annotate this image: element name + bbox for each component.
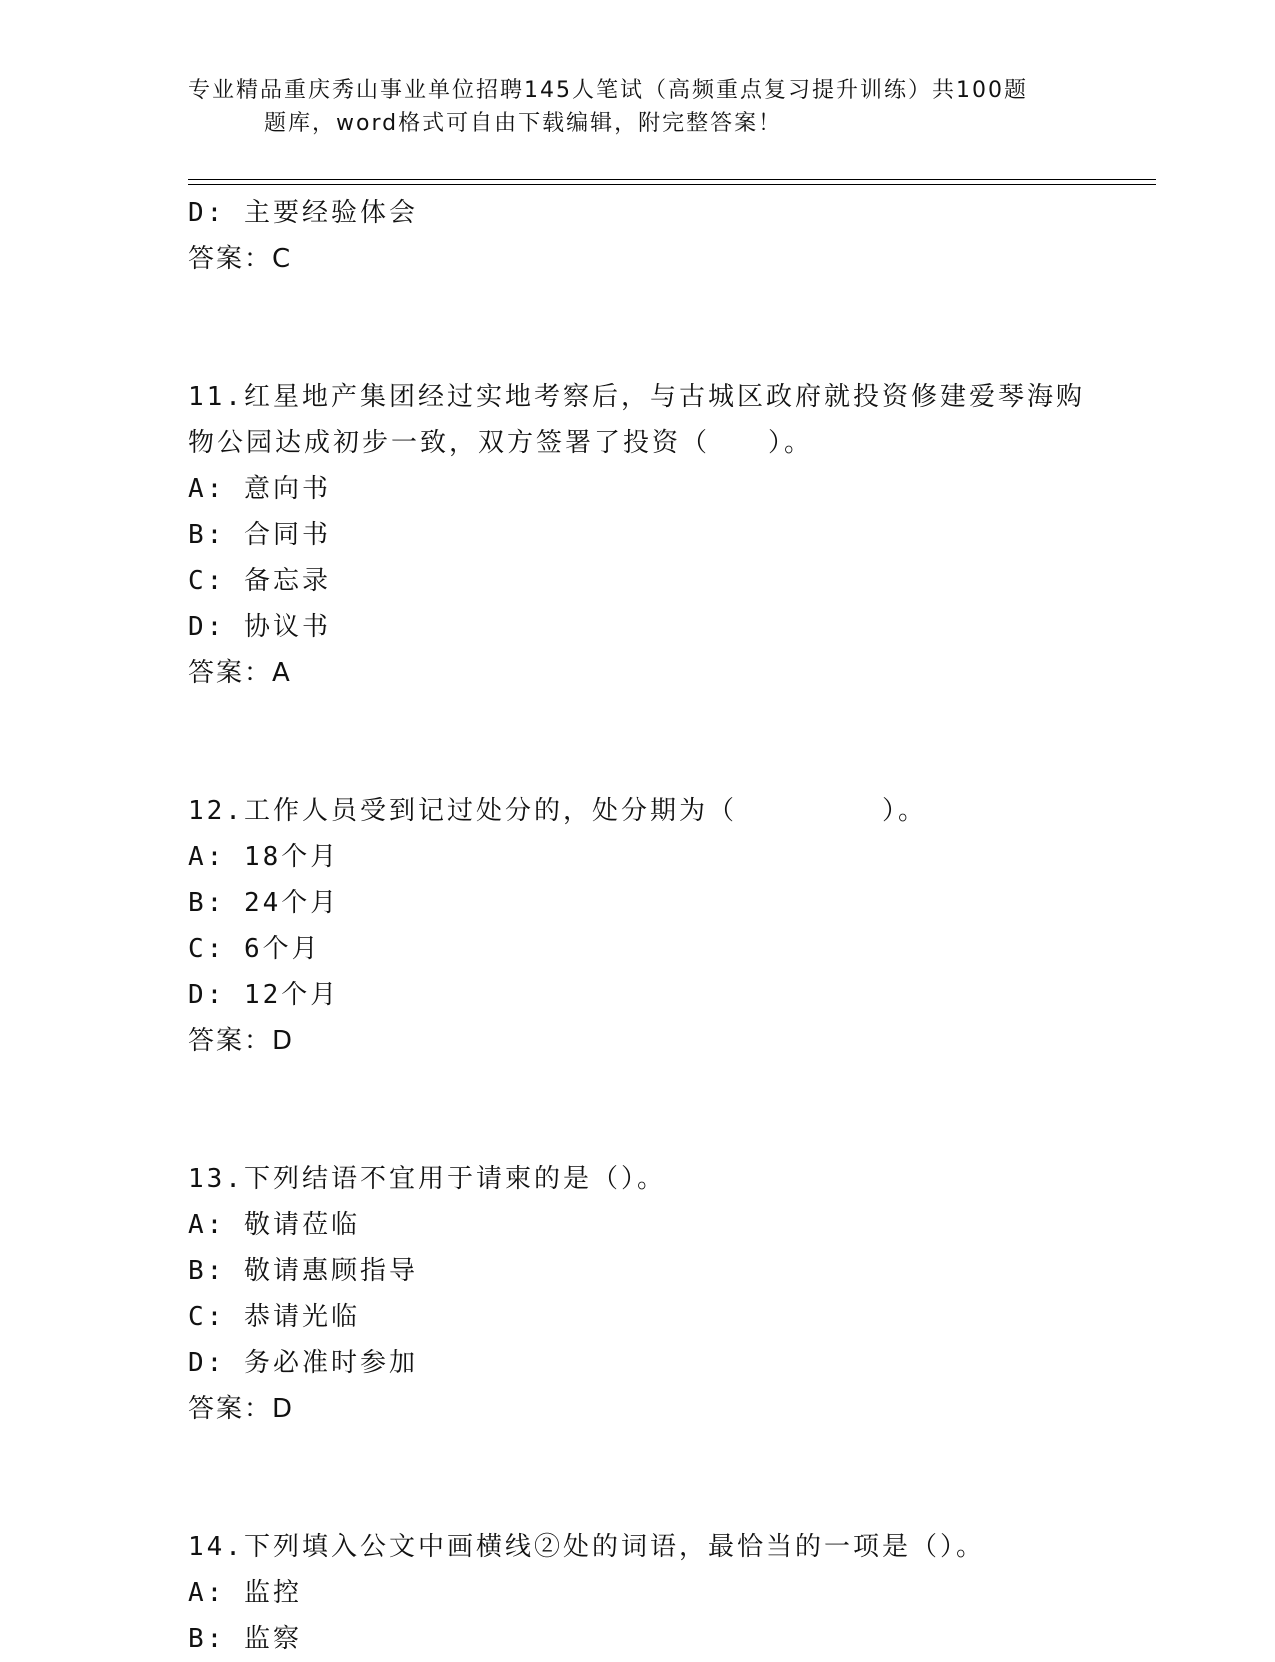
- option-d: D: 主要经验体会: [188, 198, 418, 228]
- header-title-line2: 题库，word格式可自由下载编辑，附完整答案！: [264, 111, 783, 136]
- option-d: D: 12个月: [188, 980, 340, 1010]
- option-c: C: 备忘录: [188, 566, 331, 596]
- document-header: [188, 74, 1088, 140]
- answer-line: 答案：C: [188, 244, 293, 274]
- option-d: D: 务必准时参加: [188, 1348, 418, 1378]
- question-stem-line1: 13.下列结语不宜用于请柬的是（）。: [188, 1164, 666, 1194]
- option-a: A: 18个月: [188, 842, 340, 872]
- spacer: [188, 696, 1088, 788]
- question-12: [188, 788, 1088, 1064]
- answer-line: 答案：A: [188, 658, 292, 688]
- option-b: B: 监察: [188, 1624, 302, 1654]
- option-a: A: 敬请莅临: [188, 1210, 360, 1240]
- option-a: A: 监控: [188, 1578, 302, 1608]
- option-c: C: 恭请光临: [188, 1302, 360, 1332]
- option-d: D: 协议书: [188, 612, 331, 642]
- question-stem-line1: 14.下列填入公文中画横线②处的词语，最恰当的一项是（）。: [188, 1532, 985, 1562]
- option-c: C: 6个月: [188, 934, 321, 964]
- question-11: [188, 374, 1088, 696]
- option-a: A: 意向书: [188, 474, 331, 504]
- header-rule-top: [188, 179, 1156, 180]
- question-14: [188, 1524, 1088, 1662]
- question-list: [188, 190, 1088, 1662]
- option-b: B: 24个月: [188, 888, 340, 918]
- question-stem-line1: 11.红星地产集团经过实地考察后，与古城区政府就投资修建爱琴海购: [188, 382, 1085, 412]
- option-b: B: 敬请惠顾指导: [188, 1256, 418, 1286]
- spacer: [188, 1064, 1088, 1156]
- spacer: [188, 282, 1088, 374]
- question-13: [188, 1156, 1088, 1432]
- option-b: B: 合同书: [188, 520, 331, 550]
- question-stem-line1: 12.工作人员受到记过处分的，处分期为（ ）。: [188, 796, 927, 826]
- answer-line: 答案：D: [188, 1026, 295, 1056]
- header-title-line1: 专业精品重庆秀山事业单位招聘145人笔试（高频重点复习提升训练）共100题: [188, 78, 1028, 103]
- spacer: [188, 1432, 1088, 1524]
- header-rule-bottom: [188, 184, 1156, 185]
- answer-line: 答案：D: [188, 1394, 295, 1424]
- question-10-tail: [188, 190, 1088, 282]
- question-stem-line2: 物公园达成初步一致，双方签署了投资（ ）。: [188, 428, 814, 458]
